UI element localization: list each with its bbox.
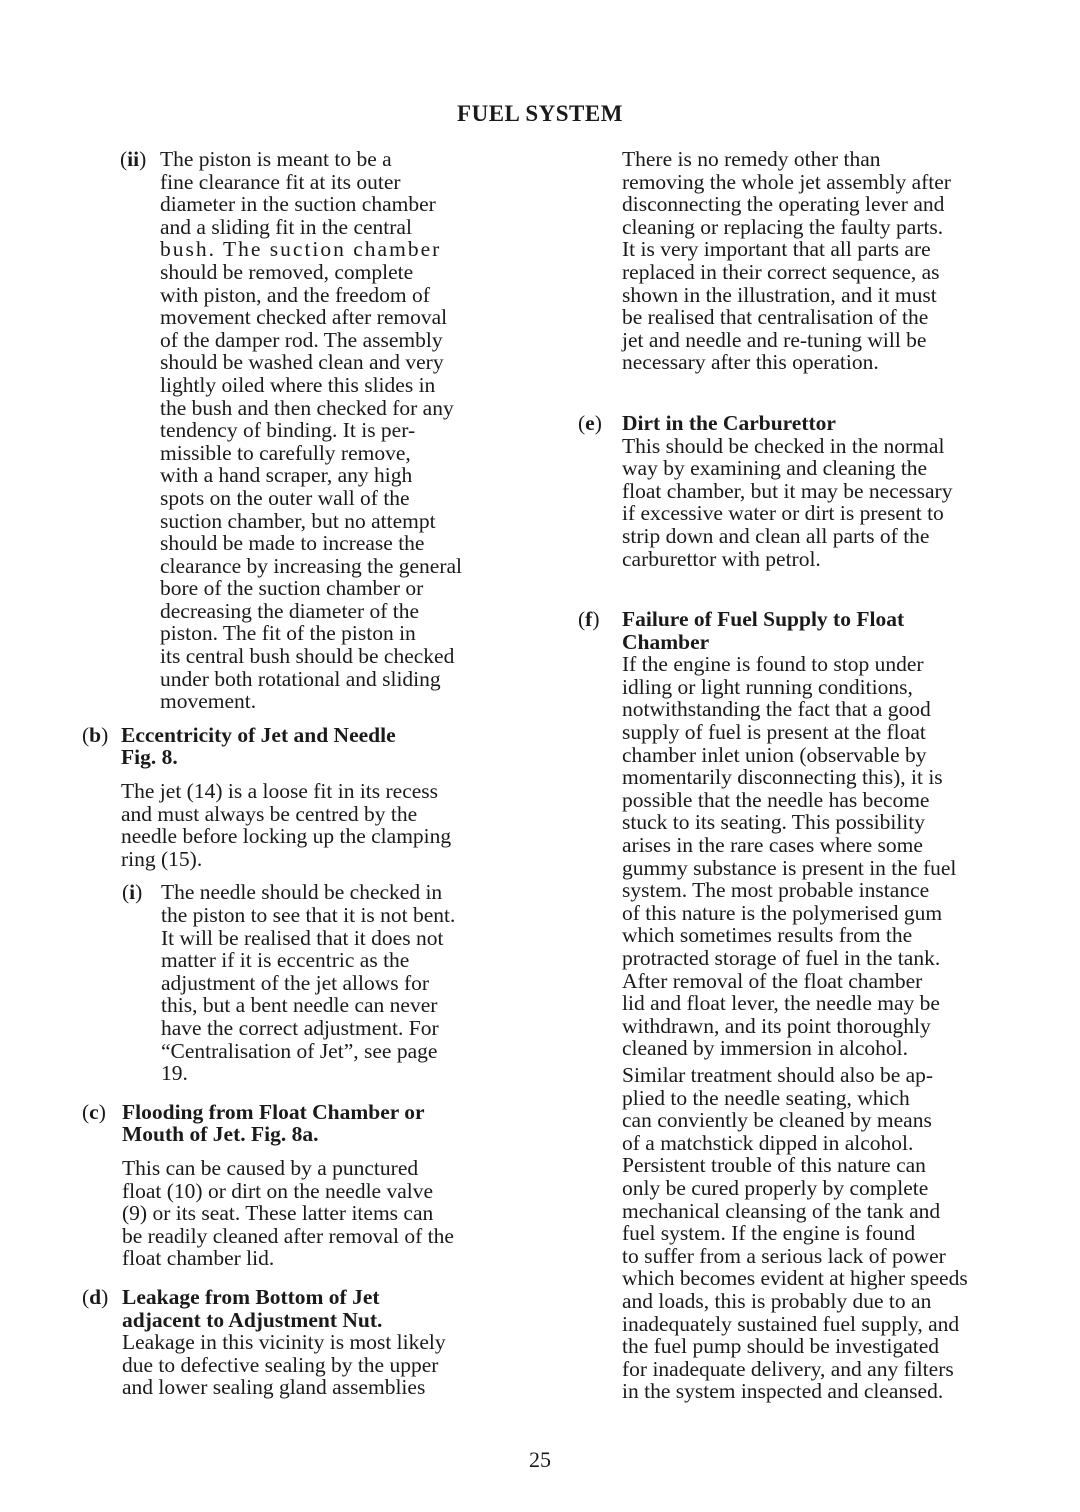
section-ii-marker: (ii) bbox=[120, 147, 147, 171]
text-line: way by examining and cleaning the bbox=[622, 456, 928, 481]
text-line: under both rotational and sliding bbox=[160, 666, 441, 691]
section-e-marker: (e) bbox=[578, 410, 602, 435]
text-line: There is no remedy other than bbox=[622, 147, 881, 171]
text-line: Persistent trouble of this nature can bbox=[622, 1153, 926, 1178]
text-line: be realised that centralisation of the bbox=[622, 305, 929, 330]
section-f-paragraph-1 bbox=[578, 653, 992, 1060]
heading-line: Eccentricity of Jet and Needle bbox=[121, 722, 396, 747]
heading-line: Mouth of Jet. Fig. 8a. bbox=[122, 1122, 319, 1147]
text-line: and must always be centred by the bbox=[121, 801, 418, 826]
text-line: and loads, this is probably due to an bbox=[622, 1288, 932, 1313]
text-line: notwithstanding the fact that a good bbox=[622, 697, 931, 722]
text-line: this, but a bent needle can never bbox=[161, 993, 438, 1018]
text-line: momentarily disconnecting this), it is bbox=[622, 765, 943, 790]
text-line: of this nature is the polymerised gum bbox=[622, 900, 943, 925]
section-b-paragraph bbox=[82, 780, 494, 870]
text-line: arises in the rare cases where some bbox=[622, 833, 923, 858]
text-line: withdrawn, and its point thoroughly bbox=[622, 1013, 931, 1038]
text-line: gummy substance is present in the fuel bbox=[622, 855, 957, 880]
text-line: and lower sealing gland assemblies bbox=[122, 1375, 426, 1400]
text-line: The needle should be checked in bbox=[161, 880, 443, 905]
text-line: the fuel pump should be investigated bbox=[622, 1334, 940, 1359]
heading-line: Leakage from Bottom of Jet bbox=[122, 1284, 380, 1309]
text-line: tendency of binding. It is per- bbox=[160, 418, 416, 443]
text-line: should be washed clean and very bbox=[160, 350, 444, 375]
section-d-continuation bbox=[578, 148, 992, 374]
text-line: its central bush should be checked bbox=[160, 644, 455, 669]
section-b-marker: (b) bbox=[82, 722, 109, 747]
text-line: piston. The fit of the piston in bbox=[160, 621, 416, 646]
text-line: float (10) or dirt on the needle valve bbox=[122, 1178, 434, 1203]
text-line: strip down and clean all parts of the bbox=[622, 523, 930, 548]
section-b-i-marker: (i) bbox=[122, 880, 143, 905]
section-f-marker: (f) bbox=[578, 607, 600, 632]
heading-line: Flooding from Float Chamber or bbox=[122, 1099, 425, 1124]
text-line: carburettor with petrol. bbox=[622, 546, 821, 571]
text-line: chamber inlet union (observable by bbox=[622, 742, 927, 767]
section-c-marker: (c) bbox=[82, 1099, 106, 1124]
section-d-marker: (d) bbox=[82, 1284, 109, 1309]
text-line: which becomes evident at higher speeds bbox=[622, 1266, 968, 1291]
text-line: bore of the suction chamber or bbox=[160, 576, 424, 601]
text-line: lid and float lever, the needle may be bbox=[622, 991, 940, 1016]
text-line: decreasing the diameter of the bbox=[160, 598, 420, 623]
text-line: The jet (14) is a loose fit in its recess bbox=[121, 779, 439, 804]
text-line: should be removed, complete bbox=[160, 259, 414, 284]
section-ii bbox=[82, 148, 494, 713]
text-line: missible to carefully remove, bbox=[160, 440, 411, 465]
text-line: be readily cleaned after removal of the bbox=[122, 1223, 454, 1248]
text-line: diameter in the suction chamber bbox=[160, 192, 436, 217]
page-number: 25 bbox=[529, 1447, 551, 1472]
text-line: protracted storage of fuel in the tank. bbox=[622, 946, 941, 970]
text-line: only be cured properly by complete bbox=[622, 1175, 929, 1200]
text-line: to suffer from a serious lack of power bbox=[622, 1243, 946, 1268]
text-line: can conviently be cleaned by means bbox=[622, 1108, 932, 1133]
text-line: idling or light running conditions, bbox=[622, 674, 913, 699]
section-e-heading bbox=[578, 412, 992, 435]
text-line: inadequately sustained fuel supply, and bbox=[622, 1311, 960, 1336]
text-line: needle before locking up the clamping bbox=[121, 824, 452, 849]
text-line: the bush and then checked for any bbox=[160, 395, 454, 420]
text-line: Leakage in this vicinity is most likely bbox=[122, 1330, 446, 1355]
heading-line: Failure of Fuel Supply to Float bbox=[622, 607, 905, 632]
section-f-heading bbox=[578, 608, 992, 653]
text-line: fine clearance fit at its outer bbox=[160, 169, 401, 194]
heading-line: Fig. 8. bbox=[121, 745, 178, 770]
text-line: 19. bbox=[161, 1061, 188, 1086]
text-line: supply of fuel is present at the float bbox=[622, 720, 926, 745]
heading-line: Chamber bbox=[622, 629, 710, 654]
text-line: cleaning or replacing the faulty parts. bbox=[622, 214, 944, 239]
text-line: disconnecting the operating lever and bbox=[622, 192, 945, 217]
text-line: if excessive water or dirt is present to bbox=[622, 501, 944, 526]
text-line: lightly oiled where this slides in bbox=[160, 372, 436, 397]
section-b-i bbox=[82, 881, 494, 1084]
left-column bbox=[82, 148, 494, 1399]
text-line: It is very important that all parts are bbox=[622, 237, 931, 262]
text-line: movement. bbox=[160, 689, 257, 714]
page-title: FUEL SYSTEM bbox=[457, 101, 623, 126]
heading-line: Dirt in the Carburettor bbox=[622, 410, 836, 435]
right-column bbox=[578, 148, 992, 1403]
section-ii-paragraph bbox=[160, 148, 494, 713]
text-line: fuel system. If the engine is found bbox=[622, 1221, 916, 1246]
text-line: for inadequate delivery, and any filters bbox=[622, 1356, 954, 1381]
section-b-heading bbox=[82, 724, 494, 769]
text-line: spots on the outer wall of the bbox=[160, 485, 410, 510]
text-line: matter if it is eccentric as the bbox=[161, 948, 410, 973]
text-line: should be made to increase the bbox=[160, 531, 425, 556]
text-line: mechanical cleansing of the tank and bbox=[622, 1198, 941, 1223]
text-line: have the correct adjustment. For bbox=[161, 1015, 439, 1040]
text-line: After removal of the float chamber bbox=[622, 968, 923, 993]
text-line: bush. The suction chamber bbox=[160, 237, 442, 262]
text-line: It will be realised that it does not bbox=[161, 925, 444, 950]
text-line: replaced in their correct sequence, as bbox=[622, 259, 940, 284]
text-line: of a matchstick dipped in alcohol. bbox=[622, 1130, 914, 1155]
text-line: suction chamber, but no attempt bbox=[160, 508, 436, 533]
text-line: plied to the needle seating, which bbox=[622, 1085, 910, 1110]
text-line: “Centralisation of Jet”, see page bbox=[161, 1038, 438, 1063]
text-line: possible that the needle has become bbox=[622, 787, 930, 812]
section-f-paragraph-2 bbox=[578, 1064, 992, 1403]
text-line: with a hand scraper, any high bbox=[160, 463, 413, 488]
text-line: removing the whole jet assembly after bbox=[622, 169, 951, 194]
text-line: This can be caused by a punctured bbox=[122, 1155, 419, 1180]
section-c-paragraph bbox=[82, 1157, 494, 1270]
text-line: float chamber lid. bbox=[122, 1246, 275, 1271]
text-line: which sometimes results from the bbox=[622, 923, 913, 948]
section-b-i-paragraph bbox=[161, 881, 494, 1084]
text-line: with piston, and the freedom of bbox=[160, 282, 430, 307]
text-line: due to defective sealing by the upper bbox=[122, 1352, 439, 1377]
section-c-heading bbox=[82, 1101, 494, 1146]
text-line: This should be checked in the normal bbox=[622, 433, 945, 458]
text-line: and a sliding fit in the central bbox=[160, 214, 412, 239]
text-line: Similar treatment should also be ap- bbox=[622, 1062, 934, 1087]
heading-line: adjacent to Adjustment Nut. bbox=[122, 1307, 383, 1332]
text-line: The piston is meant to be a bbox=[160, 147, 392, 171]
text-line: movement checked after removal bbox=[160, 305, 448, 330]
text-line: If the engine is found to stop under bbox=[622, 652, 924, 677]
section-e-paragraph bbox=[578, 435, 992, 571]
text-line: float chamber, but it may be necessary bbox=[622, 478, 953, 503]
text-line: ring (15). bbox=[121, 846, 203, 871]
text-line: necessary after this operation. bbox=[622, 350, 879, 375]
text-line: clearance by increasing the general bbox=[160, 553, 463, 578]
text-line: adjustment of the jet allows for bbox=[161, 970, 430, 995]
section-d-paragraph bbox=[82, 1331, 494, 1399]
text-line: system. The most probable instance bbox=[622, 878, 930, 903]
text-line: jet and needle and re-tuning will be bbox=[622, 327, 927, 352]
text-line: of the damper rod. The assembly bbox=[160, 327, 443, 352]
text-line: (9) or its seat. These latter items can bbox=[122, 1201, 434, 1226]
text-line: stuck to its seating. This possibility bbox=[622, 810, 926, 835]
section-d-heading bbox=[82, 1286, 494, 1331]
text-line: the piston to see that it is not bent. bbox=[161, 903, 456, 927]
text-line: cleaned by immersion in alcohol. bbox=[622, 1036, 908, 1061]
text-line: shown in the illustration, and it must bbox=[622, 282, 937, 307]
text-line: in the system inspected and cleansed. bbox=[622, 1379, 944, 1404]
